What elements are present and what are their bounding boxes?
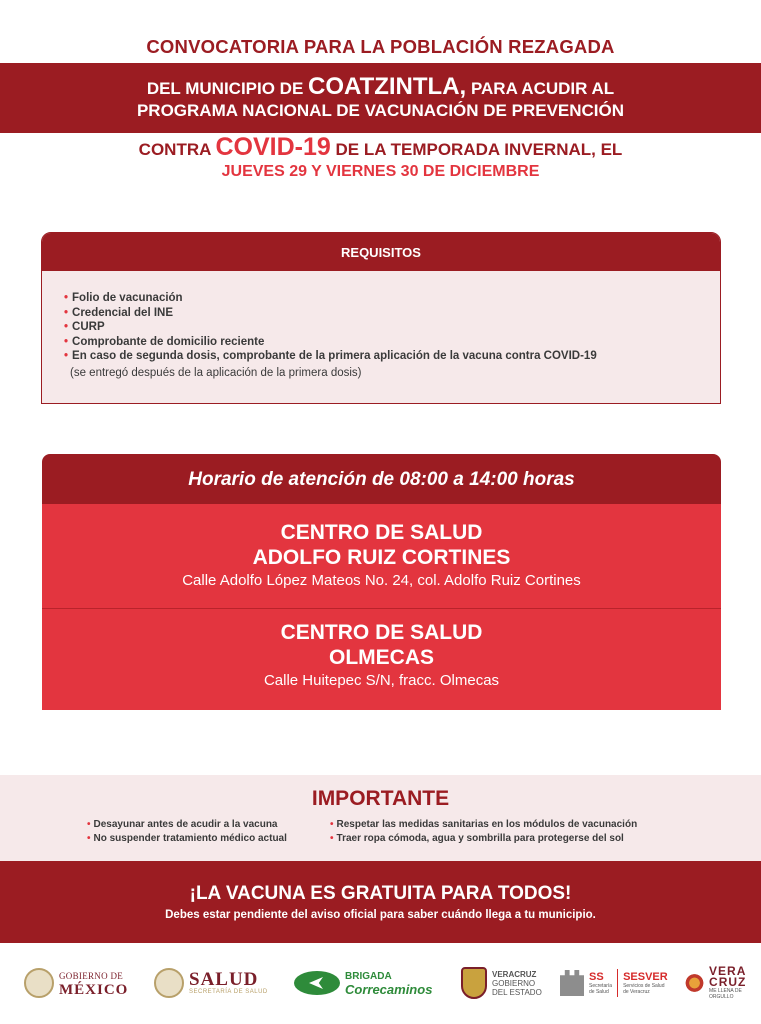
eagle-seal-icon xyxy=(154,968,184,998)
list-item: • No suspender tratamiento médico actual xyxy=(87,833,287,844)
importante-section xyxy=(0,775,761,861)
logo-text: SALUD xyxy=(189,969,259,990)
coat-of-arms-icon xyxy=(461,967,487,999)
centro-name: ADOLFO RUIZ CORTINES xyxy=(252,546,511,569)
bullet-icon: • xyxy=(64,350,69,363)
logo-ss-sesver xyxy=(560,958,668,1008)
divider xyxy=(42,608,721,609)
list-item: • Desayunar antes de acudir a la vacuna xyxy=(87,819,278,830)
centro-address: Calle Huitepec S/N, fracc. Olmecas xyxy=(263,672,500,689)
bullet-icon: • xyxy=(64,321,69,334)
bullet-icon: • xyxy=(330,819,334,830)
logos-footer xyxy=(0,958,761,1008)
bullet-icon: • xyxy=(330,833,334,844)
logo-text: SESVER xyxy=(623,971,668,983)
castle-icon xyxy=(560,970,584,996)
logo-brigada-correcaminos xyxy=(294,958,432,1008)
divider xyxy=(617,969,618,997)
requisitos-list xyxy=(64,291,597,364)
importante-list-right xyxy=(330,818,637,846)
runner-bird-icon xyxy=(294,971,340,995)
bullet-icon: • xyxy=(64,306,69,319)
logo-text: CRUZ xyxy=(709,975,747,989)
headline-dates: JUEVES 29 Y VIERNES 30 DE DICIEMBRE xyxy=(221,163,540,180)
banner-line-municipio: DEL MUNICIPIO DE COATZINTLA, PARA ACUDIR AL xyxy=(146,73,615,100)
list-item: • CURP xyxy=(64,321,105,334)
centro-olmecas xyxy=(42,620,721,689)
centro-adolfo-ruiz-cortines xyxy=(42,520,721,589)
logo-text: SS xyxy=(589,971,604,983)
list-item: • En caso de segunda dosis, comprobante de la primera aplicación de la vacuna contra COVID-19 xyxy=(64,350,597,363)
municipio-name: COATZINTLA, xyxy=(308,73,467,100)
gratuita-title: ¡LA VACUNA ES GRATUITA PARA TODOS! xyxy=(189,883,572,904)
logo-text: de Salud xyxy=(589,989,609,995)
horario-banner: Horario de atención de 08:00 a 14:00 horas xyxy=(42,454,721,504)
bullet-icon: • xyxy=(64,335,69,348)
logo-text: Servicios de Salud xyxy=(623,983,665,989)
list-item: • Comprobante de domicilio reciente xyxy=(64,335,265,348)
gratuita-subtitle: Debes estar pendiente del aviso oficial para saber cuándo llega a tu municipio. xyxy=(165,909,596,921)
centro-name: CENTRO DE SALUD xyxy=(280,521,483,544)
bullet-icon: • xyxy=(64,292,69,304)
centro-name: OLMECAS xyxy=(329,646,434,669)
headline-convocatoria: CONVOCATORIA PARA LA POBLACIÓN REZAGADA xyxy=(146,36,615,57)
eagle-seal-icon xyxy=(24,968,54,998)
importante-list-left xyxy=(87,818,287,846)
logo-veracruz-orgullo xyxy=(683,958,761,1008)
logo-text: SECRETARÍA DE SALUD xyxy=(189,989,268,995)
logo-text: GOBIERNO xyxy=(492,978,536,988)
centro-name: CENTRO DE SALUD xyxy=(280,621,483,644)
gratuita-banner xyxy=(0,861,761,943)
list-item: • Folio de vacunación xyxy=(64,292,183,304)
banner-line-programa: PROGRAMA NACIONAL DE VACUNACIÓN DE PREVENCIÓN xyxy=(136,101,625,120)
list-item: • Traer ropa cómoda, agua y sombrilla para protegerse del sol xyxy=(330,833,624,844)
logo-salud xyxy=(154,958,268,1008)
header-banner xyxy=(0,63,761,133)
headline-covid: CONTRA COVID-19 DE LA TEMPORADA INVERNAL, EL xyxy=(138,133,623,161)
centro-address: Calle Adolfo López Mateos No. 24, col. Adolfo Ruiz Cortines xyxy=(182,572,581,589)
logo-text: de Veracruz xyxy=(623,989,650,995)
logo-text: DEL ESTADO xyxy=(492,987,542,997)
flower-icon xyxy=(683,970,706,996)
bullet-icon: • xyxy=(87,819,91,830)
requisitos-box xyxy=(41,232,721,404)
covid-label: COVID-19 xyxy=(215,133,331,161)
requisitos-note: (se entregó después de la aplicación de la primera dosis) xyxy=(70,367,362,379)
importante-title: IMPORTANTE xyxy=(311,787,450,810)
logo-text: VERACRUZ xyxy=(492,969,537,979)
requisitos-title: REQUISITOS xyxy=(42,233,720,271)
list-item: • Credencial del INE xyxy=(64,306,174,319)
centros-panel xyxy=(42,504,721,710)
logo-text: MÉXICO xyxy=(59,982,129,998)
list-item: • Respetar las medidas sanitarias en los módulos de vacunación xyxy=(330,819,638,830)
logo-gobierno-mexico xyxy=(24,958,128,1008)
logo-text: Correcaminos xyxy=(345,982,433,997)
logo-veracruz-gobierno xyxy=(461,958,542,1008)
bullet-icon: • xyxy=(87,833,91,844)
logo-text: VERA xyxy=(709,964,747,978)
logo-text: BRIGADA xyxy=(345,971,392,982)
logo-text: ME LLENA DE ORGULLO xyxy=(709,988,742,1000)
logo-text: Secretaría xyxy=(589,983,613,989)
logo-text: GOBIERNO DE xyxy=(59,971,124,981)
